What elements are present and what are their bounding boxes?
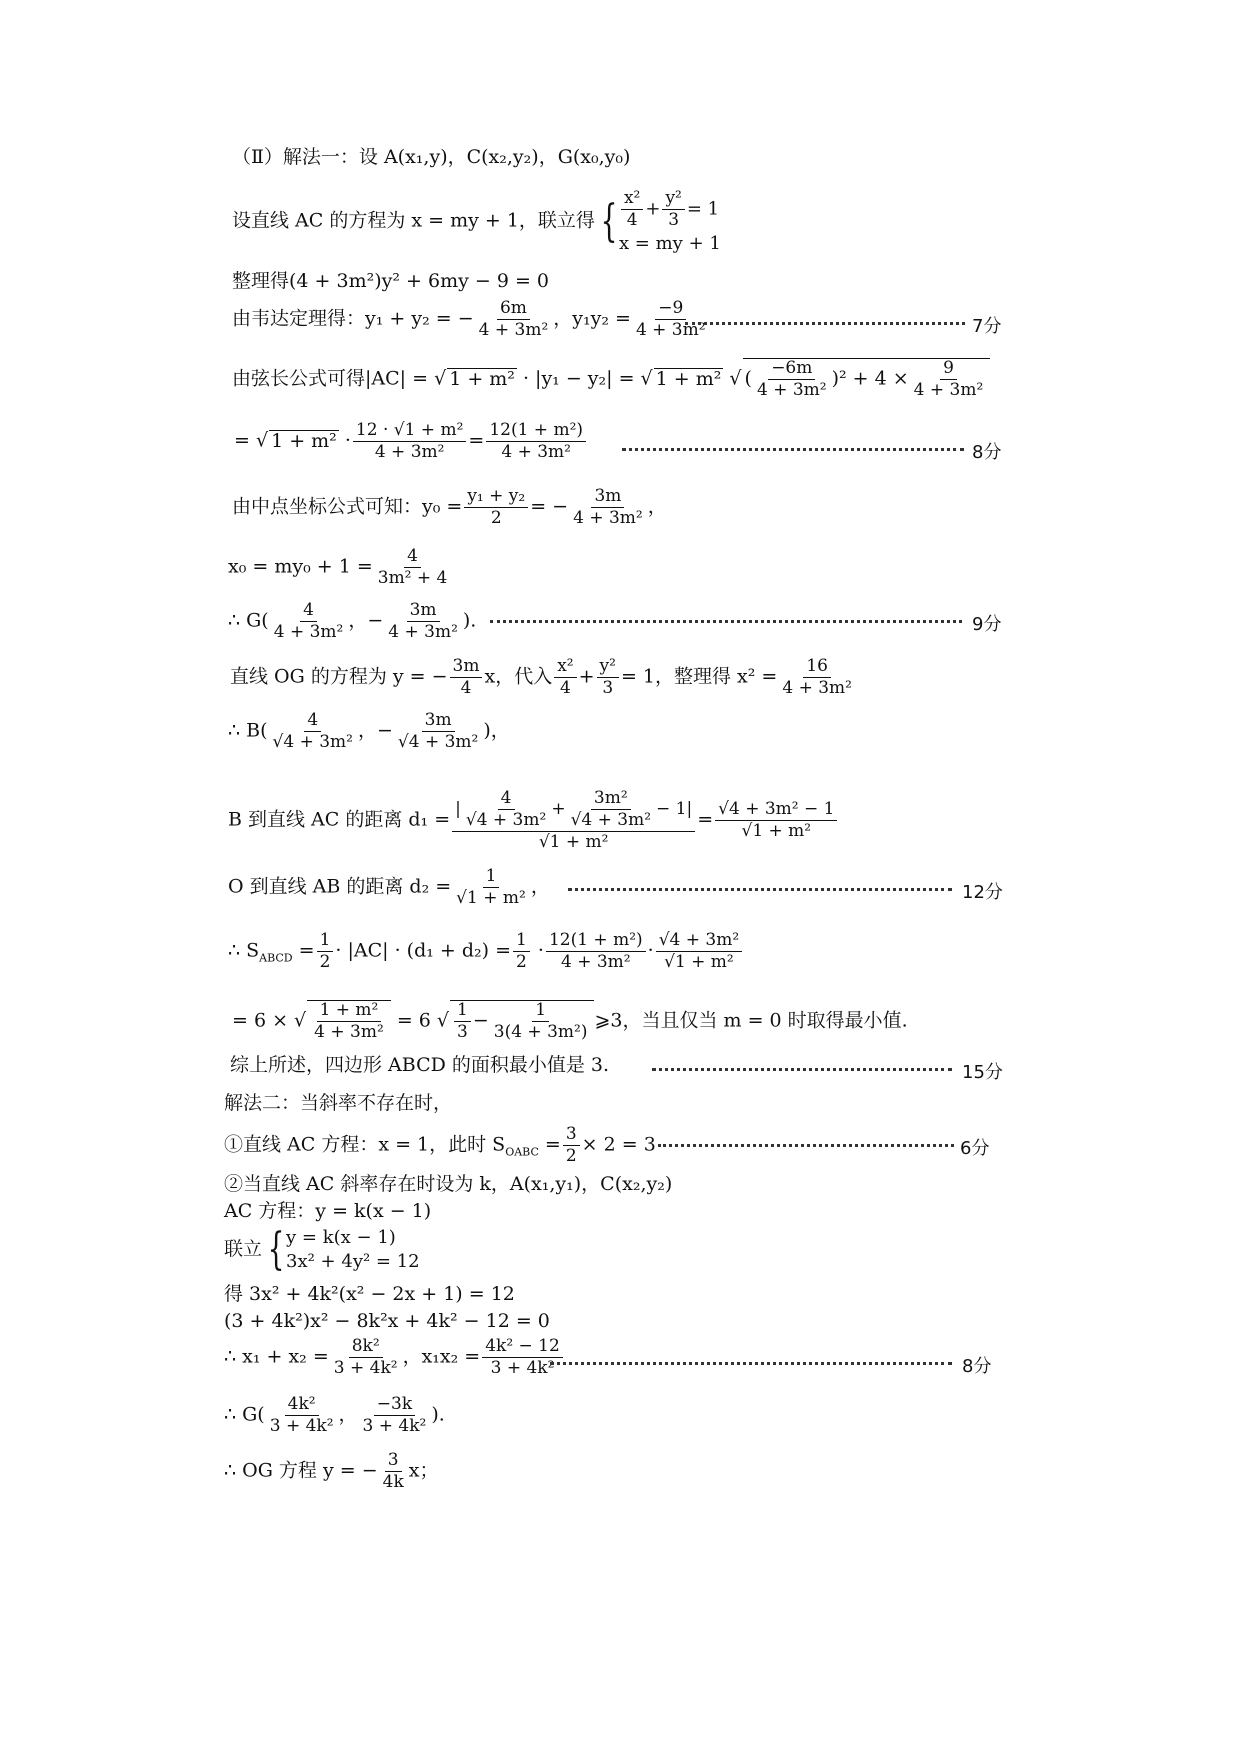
system2-eq2: 3x² + 4y² = 12 xyxy=(286,1251,420,1272)
line-vieta2: ∴ x₁ + x₂ = $\frac{\text{8k²}}{\text{3 + 4k²}}$ ，x₁x₂ = $\frac{\text{4k² − 12}}{\text{3 + 4k²}}$ xyxy=(224,1338,565,1377)
line-ac-slope-eq: AC 方程：y = k(x − 1) xyxy=(224,1200,432,1222)
score-8: 8分 xyxy=(972,442,1002,463)
score-9: 9分 xyxy=(972,614,1002,635)
d1-label: B 到直线 AC 的距离 d₁ = xyxy=(228,808,451,831)
dotted-leader xyxy=(622,448,964,451)
score-7: 7分 xyxy=(972,316,1002,337)
d2-label: O 到直线 AB 的距离 d₂ = xyxy=(228,875,452,898)
line-og-eq2: ∴ OG 方程 y = − $\frac{3}{4k}$ x； xyxy=(224,1450,439,1492)
score-8b: 8分 xyxy=(962,1356,992,1377)
vieta2-label: ∴ x₁ + x₂ = xyxy=(224,1345,329,1368)
vieta-label: 由韦达定理得： xyxy=(232,307,366,330)
line-case1: ①直线 AC 方程：x = 1，此时 $S_{OABC}$ = $\frac{3}{2}$ × 2 = 3 xyxy=(224,1124,656,1166)
score-6: 6分 xyxy=(960,1138,990,1159)
dotted-leader xyxy=(652,1068,952,1071)
system2-eq1: y = k(x − 1) xyxy=(286,1227,396,1248)
case1-result: × 2 = 3 xyxy=(581,1133,656,1156)
og-text: 直线 OG 的方程为 y = − xyxy=(230,665,448,688)
line-area-min: = 6 × √ $\frac{\text{1 + m²}}{\text{4 + 3m²}}$ = 6 √ $\frac{1}{3}$ − $\frac{1}{\text{3(4 + 3m²)}}$ ⩾3，当且仅当 m = 0 时取得最小值. xyxy=(232,1000,908,1042)
dotted-leader xyxy=(658,1144,954,1147)
line-point-g2: ∴ G( $\frac{\text{4k²}}{\text{3 + 4k²}}$ ， $\frac{-3k}{\text{3 + 4k²}}$ ). xyxy=(224,1394,445,1436)
line-vieta: 由韦达定理得：y₁ + y₂ = − $\frac{6m}{\text{4 + 3m²}}$ ，y₁y₂ = $\frac{-9}{\text{4 + 3m²}}$ xyxy=(232,298,706,340)
x0-label: x₀ = my₀ + 1 = xyxy=(228,555,373,578)
line-solution1-setup: （Ⅱ）解法一：设 A(x₁,y)，C(x₂,y₂)，G(x₀,y₀) xyxy=(232,146,631,168)
og2-label: ∴ OG 方程 y = − xyxy=(224,1459,378,1482)
dotted-leader xyxy=(490,620,962,623)
line-point-b: ∴ B( $\frac{4}{\text{√4 + 3m²}}$ ，− $\frac{3m}{\text{√4 + 3m²}}$ )， xyxy=(228,710,510,752)
line-case2: ②当直线 AC 斜率存在时设为 k，A(x₁,y₁)，C(x₂,y₂) xyxy=(224,1173,673,1195)
line-chord-result: = √ 1 + m² · $\frac{\text{12 · √1 + m²}}{\text{4 + 3m²}}$ = $\frac{\text{12(1 + m²)}}{\text{4 + 3m²}}$ xyxy=(234,422,588,461)
chord-label: 由弦长公式可得|AC| = xyxy=(232,367,429,390)
line-area: ∴ $S_{ABCD}$ = $\frac{1}{2}$ · |AC| · (d₁ + d₂) = $\frac{1}{2}$ · $\frac{\text{12(1 + m²)}}{\text{4 + 3m²}}$ · $\frac{\text{√4 + 3m²}}{\text{√1 + m²}}$ xyxy=(228,932,744,971)
result-text: = 1，整理得 x² = xyxy=(620,665,778,688)
combine-label: 联立 xyxy=(224,1238,263,1260)
equation-system: $\frac{\text{x²}}{4}$ + $\frac{\text{y²}}{3}$ = 1 x = my + 1 xyxy=(618,188,721,254)
line-ac-text: 设直线 AC 的方程为 x = my + 1，联立得 xyxy=(232,209,595,232)
line-x0: x₀ = my₀ + 1 = $\frac{4}{\text{3m² + 4}}$ xyxy=(228,546,448,588)
line-midpoint: 由中点坐标公式可知：y₀ = $\frac{\text{y₁ + y₂}}{2}$ = − $\frac{3m}{\text{4 + 3m²}}$ ， xyxy=(232,486,667,528)
score-12: 12分 xyxy=(962,882,1003,903)
g2-label: ∴ G( xyxy=(224,1403,265,1426)
line-quadratic: (3 + 4k²)x² − 8k²x + 4k² − 12 = 0 xyxy=(224,1310,550,1332)
line-point-g: ∴ G( $\frac{4}{\text{4 + 3m²}}$ ，− $\frac{3m}{\text{4 + 3m²}}$ ). xyxy=(228,600,477,642)
line-distance-d2: O 到直线 AB 的距离 d₂ = $\frac{1}{\text{√1 + m²}}$ ， xyxy=(228,866,550,908)
brace: { xyxy=(600,195,618,247)
min-condition: ⩾3，当且仅当 m = 0 时取得最小值. xyxy=(594,1009,908,1032)
substitute-text: ，代入 xyxy=(495,665,553,688)
score-15: 15分 xyxy=(962,1062,1003,1083)
equation-system xyxy=(286,1229,420,1271)
dotted-leader xyxy=(568,888,952,891)
line-simplified-equation: 整理得(4 + 3m²)y² + 6my − 9 = 0 xyxy=(232,270,549,292)
line-system2 xyxy=(224,1224,420,1275)
line-og-equation: 直线 OG 的方程为 y = − $\frac{3m}{4}$ x，代入 $\frac{\text{x²}}{4}$ + $\frac{\text{y²}}{3}$ = 1，整理得 x² = $\frac{16}{\text{4 + 3m²}}$ xyxy=(230,656,852,698)
line-distance-d1: B 到直线 AC 的距离 d₁ = | $\frac{4}{\text{√4 + 3m²}}$ + $\frac{\text{3m²}}{\text{√4 + 3m²}}$ − 1| √1 + m² = $\frac{\text{√4 + 3m² − 1}}{\text{√1 + m²}}$ xyxy=(228,790,839,851)
line-line-ac-equation xyxy=(232,190,721,253)
line-chord-length: 由弦长公式可得|AC| = √ 1 + m² · |y₁ − y₂| = √ 1 + m² √ ( $\frac{-6m}{\text{4 + 3m²}}$ )² + 4 × $\frac{9}{\text{4 + 3m²}}$ xyxy=(232,358,990,399)
line-conclusion: 综上所述，四边形 ABCD 的面积最小值是 3. xyxy=(230,1054,610,1076)
line-solution2: 解法二：当斜率不存在时， xyxy=(224,1092,453,1114)
system-eq2: x = my + 1 xyxy=(618,233,721,254)
dotted-leader xyxy=(550,1362,952,1365)
line-substitute: 得 3x² + 4k²(x² − 2x + 1) = 12 xyxy=(224,1283,515,1305)
midpoint-label: 由中点坐标公式可知： xyxy=(232,495,423,518)
brace: { xyxy=(267,1224,285,1275)
case1-text: ①直线 AC 方程：x = 1，此时 S xyxy=(224,1133,506,1156)
dotted-leader xyxy=(685,322,965,325)
